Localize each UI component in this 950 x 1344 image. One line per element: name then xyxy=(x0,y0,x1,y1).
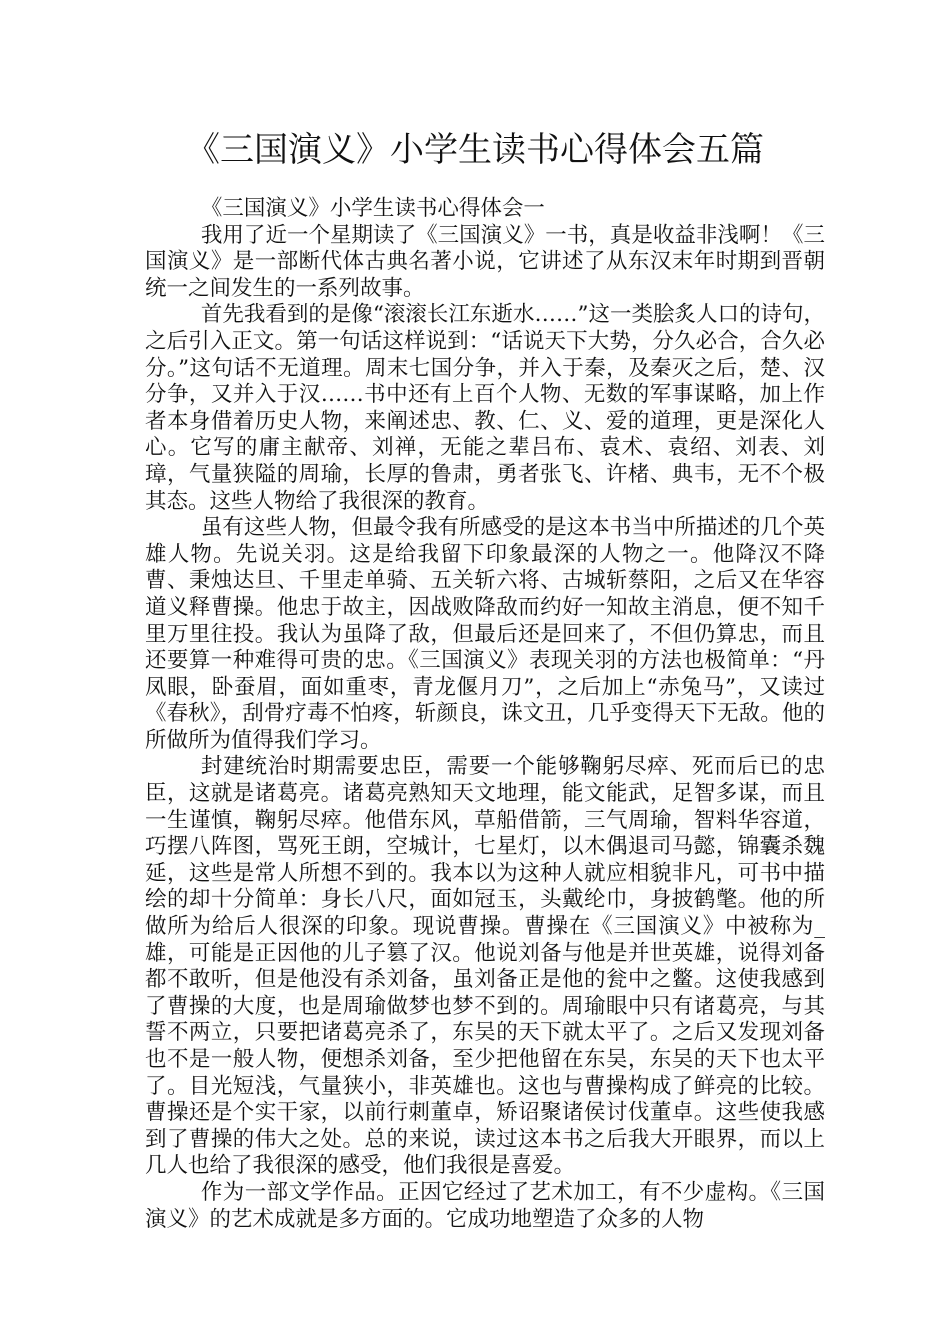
paragraph: 封建统治时期需要忠臣，需要一个能够鞠躬尽瘁、死而后已的忠臣，这就是诸葛亮。诸葛亮熟知天文地理，能文能武，足智多谋，而且一生谨慎，鞠躬尽瘁。他借东风，草船借箭，三气周瑜，智料华容道，巧摆八阵图，骂死王朗，空城计，七星灯，以木偶退司马懿，锦囊杀魏延，这些是常人所想不到的。我本以为这种人就应相貌非凡，可书中描绘的却十分简单：身长八尺，面如冠玉，头戴纶巾，身披鹤氅。他的所做所为给后人很深的印象。现说曹操。曹操在《三国演义》中被称为_雄，可能是正因他的儿子篡了汉。他说刘备与他是并世英雄，说得刘备都不敢听，但是他没有杀刘备，虽刘备正是他的瓮中之鳖。这使我感到了曹操的大度，也是周瑜做梦也梦不到的。周瑜眼中只有诸葛亮，与其誓不两立，只要把诸葛亮杀了，东吴的天下就太平了。之后又发现刘备也不是一般人物，便想杀刘备，至少把他留在东吴，东吴的天下也太平了。目光短浅，气量狭小，非英雄也。这也与曹操构成了鲜亮的比较。曹操还是个实干家，以前行刺董卓，矫诏聚诸侯讨伐董卓。这些使我感到了曹操的伟大之处。总的来说，读过这本书之后我大开眼界，而以上几人也给了我很深的感受，他们我很是喜爱。 xyxy=(145,754,825,1179)
paragraph: 虽有这些人物，但最令我有所感受的是这本书当中所描述的几个英雄人物。先说关羽。这是给我留下印象最深的人物之一。他降汉不降曹、秉烛达旦、千里走单骑、五关斩六将、古城斩蔡阳，之后又在华容道义释曹操。他忠于故主，因战败降敌而约好一知故主消息，便不知千里万里往投。我认为虽降了敌，但最后还是回来了，不但仍算忠，而且还要算一种难得可贵的忠。《三国演义》表现关羽的方法也极简单：“丹凤眼，卧蚕眉，面如重枣，青龙偃月刀”，之后加上“赤兔马”，又读过《春秋》，刮骨疗毒不怕疼，斩颜良，诛文丑，几乎变得天下无敌。他的所做所为值得我们学习。 xyxy=(145,515,825,753)
page-title: 《三国演义》小学生读书心得体会五篇 xyxy=(186,130,764,170)
section-heading: 《三国演义》小学生读书心得体会一 xyxy=(200,196,545,221)
paragraph: 我用了近一个星期读了《三国演义》一书，真是收益非浅啊！《三国演义》是一部断代体古典名著小说，它讲述了从东汉末年时期到晋朝统一之间发生的一系列故事。 xyxy=(145,222,825,301)
paragraph: 作为一部文学作品。正因它经过了艺术加工，有不少虚构。《三国演义》的艺术成就是多方面的。它成功地塑造了众多的人物 xyxy=(145,1179,825,1232)
paragraph: 首先我看到的是像“滚滚长江东逝水……”这一类脍炙人口的诗句，之后引入正文。第一句话这样说到：“话说天下大势，分久必合，合久必分。”这句话不无道理。周末七国分争，并入于秦，及秦灭之后，楚、汉分争，又并入于汉……书中还有上百个人物、无数的军事谋略，加上作者本身借着历史人物，来阐述忠、教、仁、义、爱的道理，更是深化人心。它写的庸主献帝、刘禅，无能之辈吕布、袁术、袁绍、刘表、刘璋，气量狭隘的周瑜，长厚的鲁肃，勇者张飞、许楮、典韦，无不个极其态。这些人物给了我很深的教育。 xyxy=(145,302,825,514)
document-body xyxy=(145,196,825,1233)
